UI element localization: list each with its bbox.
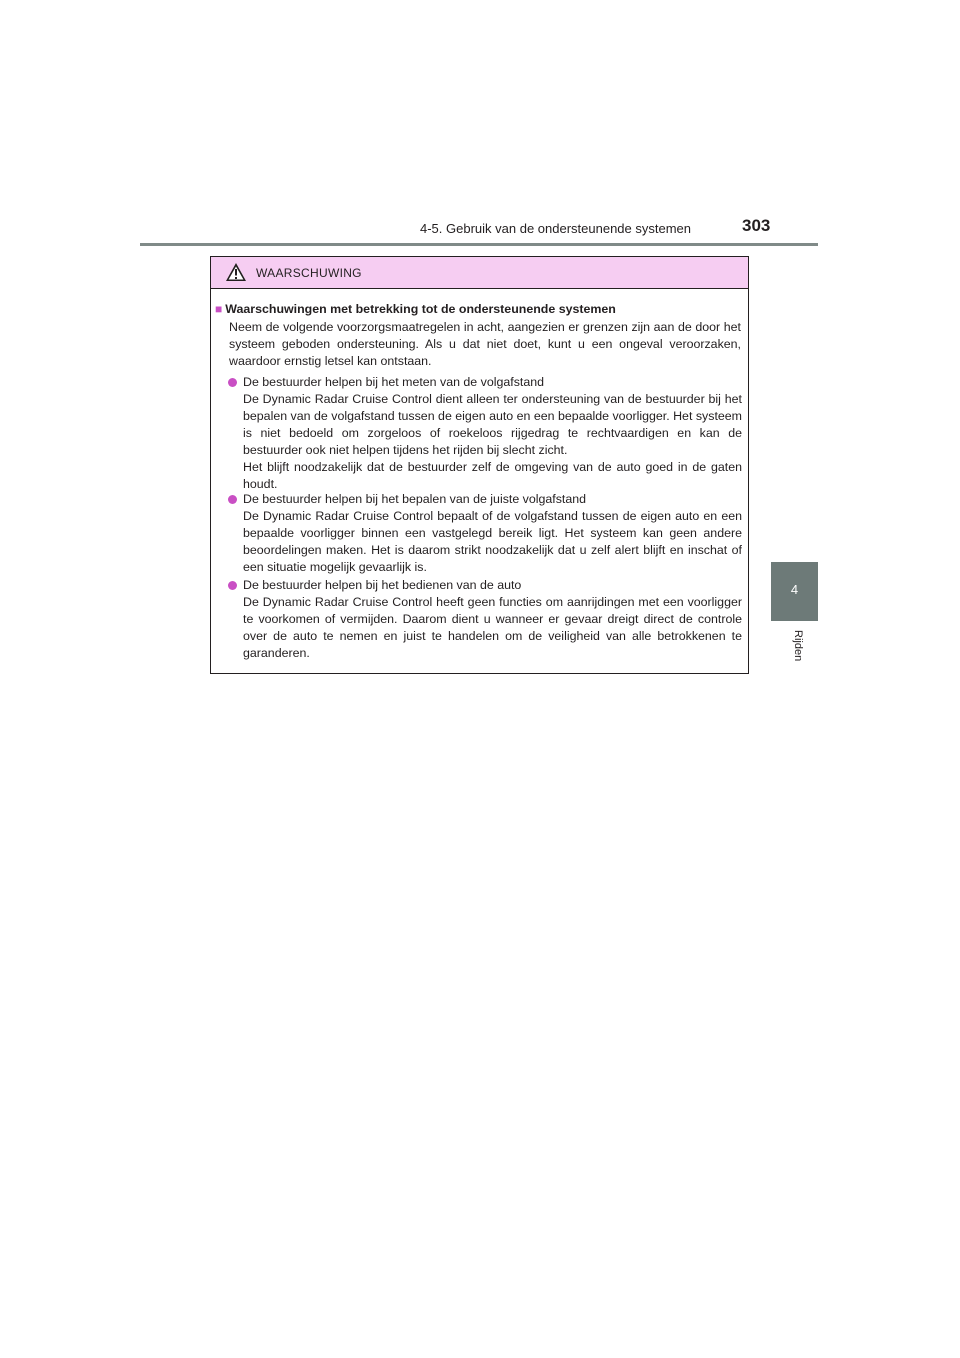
circle-bullet-icon	[228, 581, 237, 590]
warning-box	[210, 256, 749, 674]
list-item-text: Het blijft noodzakelijk dat de bestuurder zelf de omgeving van de auto goed in de gaten houdt.	[243, 460, 742, 491]
list-item	[243, 491, 742, 576]
square-bullet-icon: ■	[215, 302, 223, 316]
section-title: 4-5. Gebruik van de ondersteunende systemen	[420, 221, 692, 236]
chapter-label-text: Rijden	[792, 630, 804, 662]
list-item-title: De bestuurder helpen bij het bepalen van de juiste volgafstand	[243, 492, 587, 506]
warning-title: WAARSCHUWING	[256, 266, 362, 280]
list-item-text: De Dynamic Radar Cruise Control heeft geen functies om aanrijdingen met een voorligger te voorkomen of vermijden. Daarom dient u wanneer er gevaar dreigt direct de controle over de auto te nemen en juist te handelen om de veiligheid van alle betrokkenen te garanderen.	[243, 595, 742, 660]
chapter-label	[786, 630, 806, 670]
list-item-text: De Dynamic Radar Cruise Control dient alleen ter ondersteuning van de bestuurder bij het bepalen van de volgafstand tussen de eigen auto en een bepaalde voorligger. Het systeem is niet bedoeld om zorgeloos of roekeloos rijgedrag te rechtvaardigen en kan de bestuurder ook niet helpen tijdens het rijden bij slecht zicht.	[243, 392, 742, 457]
chapter-number: 4	[790, 582, 799, 597]
circle-bullet-icon	[228, 378, 237, 387]
warning-header	[211, 257, 748, 289]
header-rule	[140, 243, 818, 246]
intro-paragraph: Neem de volgende voorzorgsmaatregelen in acht, aangezien er grenzen zijn aan de door het systeem geboden ondersteuning. Als u dat niet doet, kunt u een ongeval veroorzaken, waardoor ernstig letsel kan ontstaan.	[229, 320, 741, 368]
warning-triangle-icon	[225, 262, 247, 282]
list-item-title: De bestuurder helpen bij het bedienen van de auto	[243, 578, 522, 592]
page-number: 303	[742, 216, 771, 235]
chapter-tab	[771, 562, 818, 621]
section-heading	[215, 302, 616, 316]
section-heading-text: Waarschuwingen met betrekking tot de ondersteunende systemen	[225, 302, 616, 316]
list-item	[243, 577, 742, 662]
list-item-text: De Dynamic Radar Cruise Control bepaalt of de volgafstand tussen de eigen auto en een bepaalde voorligger binnen een vastgelegd bereik ligt. Het systeem kan geen andere beoordelingen maken. Het is daarom strikt noodzakelijk dat u zelf alert blijft en inschat of een situatie mogelijk gevaarlijk is.	[243, 509, 742, 574]
list-item-title: De bestuurder helpen bij het meten van de volgafstand	[243, 375, 545, 389]
list-item	[243, 374, 742, 493]
circle-bullet-icon	[228, 495, 237, 504]
